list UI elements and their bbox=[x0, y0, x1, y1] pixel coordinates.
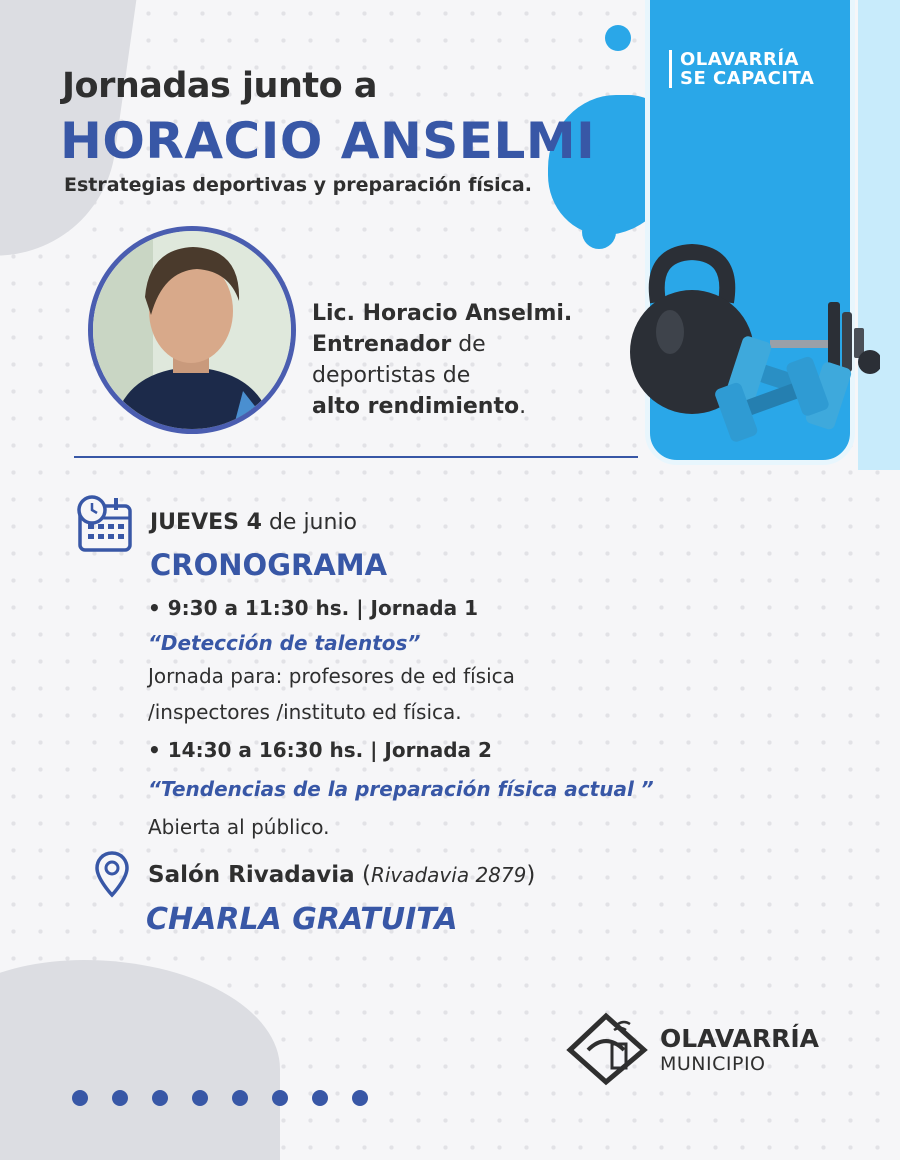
session-2-audience: Abierta al público. bbox=[148, 815, 330, 839]
speaker-bio bbox=[312, 298, 572, 422]
bio-highlight: alto rendimiento bbox=[312, 394, 520, 419]
municipio-logo-icon bbox=[562, 1010, 652, 1086]
location-pin-icon bbox=[94, 850, 130, 898]
pagination-dot bbox=[352, 1090, 368, 1106]
calendar-clock-icon bbox=[76, 494, 134, 554]
pagination-dot bbox=[232, 1090, 248, 1106]
venue-paren-open: ( bbox=[354, 862, 371, 888]
free-talk-banner: CHARLA GRATUITA bbox=[146, 902, 458, 937]
schedule-title: CRONOGRAMA bbox=[150, 548, 388, 582]
speaker-photo bbox=[88, 226, 296, 434]
bio-line-4-end: . bbox=[519, 394, 527, 419]
session-1-audience: Jornada para: profesores de ed física bbox=[148, 664, 515, 688]
venue-name: Salón Rivadavia bbox=[148, 862, 355, 888]
bio-line-1: Lic. Horacio Anselmi. bbox=[312, 301, 573, 326]
pagination-dot bbox=[192, 1090, 208, 1106]
speaker-name: HORACIO ANSELMI bbox=[60, 112, 596, 170]
section-divider bbox=[74, 456, 638, 458]
session-1-time: • 9:30 a 11:30 hs. | Jornada 1 bbox=[148, 596, 478, 620]
venue bbox=[148, 862, 535, 888]
bio-role: Entrenador bbox=[312, 332, 452, 357]
session-2-talk: “Tendencias de la preparación física actual ” bbox=[148, 777, 654, 801]
pagination-dots bbox=[72, 1090, 368, 1106]
event-date bbox=[150, 510, 357, 535]
session-1-audience-cont: /inspectores /instituto ed física. bbox=[148, 700, 462, 724]
brand-tag bbox=[669, 50, 814, 88]
paint-splash-drop bbox=[582, 215, 616, 249]
background-shape-bottom bbox=[0, 960, 280, 1160]
speaker-portrait-image bbox=[93, 231, 291, 429]
session-1-talk: “Detección de talentos” bbox=[148, 631, 421, 655]
venue-address: Rivadavia 2879 bbox=[370, 863, 527, 887]
pagination-dot bbox=[272, 1090, 288, 1106]
pagination-dot bbox=[152, 1090, 168, 1106]
municipio-logo bbox=[660, 1024, 819, 1075]
logo-name: OLAVARRÍA bbox=[660, 1024, 819, 1053]
pagination-dot bbox=[312, 1090, 328, 1106]
event-month: de junio bbox=[261, 510, 358, 535]
venue-paren-close: ) bbox=[526, 862, 536, 888]
headline: Jornadas junto a bbox=[62, 66, 377, 106]
logo-subtitle: MUNICIPIO bbox=[660, 1053, 766, 1075]
bio-role-suffix: de bbox=[451, 332, 486, 357]
event-day: JUEVES 4 bbox=[150, 510, 262, 535]
pagination-dot bbox=[72, 1090, 88, 1106]
paint-splash-drop bbox=[605, 25, 631, 51]
brand-line-1: OLAVARRÍA bbox=[680, 49, 799, 70]
subtitle: Estrategias deportivas y preparación física. bbox=[64, 174, 532, 196]
pagination-dot bbox=[112, 1090, 128, 1106]
bio-line-3: deportistas de bbox=[312, 363, 471, 388]
session-2-time: • 14:30 a 16:30 hs. | Jornada 2 bbox=[148, 738, 492, 762]
gym-equipment-illustration bbox=[620, 240, 880, 450]
brand-line-2: SE CAPACITA bbox=[680, 68, 815, 89]
